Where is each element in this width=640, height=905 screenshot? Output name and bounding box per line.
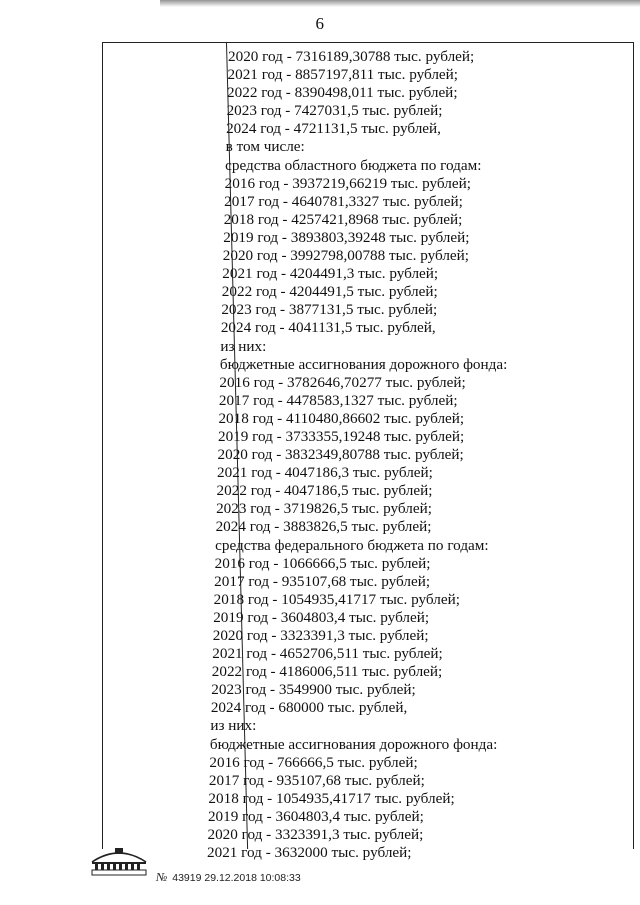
text-line-content: 2024 год - 4041131,5 тыс. рублей,: [220, 319, 436, 337]
text-line-content: 2018 год - 1054935,41717 тыс. рублей;: [208, 789, 455, 807]
text-line-content: 2021 год - 4652706,511 тыс. рублей;: [212, 645, 443, 663]
emblem-icon: [88, 846, 150, 876]
text-line-content: в том числе:: [225, 138, 305, 156]
text-line-content: 2016 год - 3937219,66219 тыс. рублей;: [224, 174, 471, 192]
text-line: [0, 301, 640, 319]
text-line: [0, 500, 640, 518]
text-line-content: 2023 год - 3549900 тыс. рублей;: [211, 681, 416, 699]
text-line: [0, 338, 640, 356]
text-line-content: из них:: [210, 717, 257, 735]
text-line-content: 2018 год - 1054935,41717 тыс. рублей;: [213, 590, 460, 608]
text-line: [0, 265, 640, 283]
text-line: [0, 428, 640, 446]
text-line-content: 2019 год - 3604803,4 тыс. рублей;: [213, 608, 430, 626]
text-line: [0, 66, 640, 84]
text-line: [0, 120, 640, 138]
text-line: [0, 247, 640, 265]
text-line-content: средства областного бюджета по годам:: [225, 156, 482, 174]
text-line: [0, 555, 640, 573]
text-line-content: из них:: [220, 337, 267, 355]
page-number: 6: [315, 14, 325, 33]
text-line: [0, 681, 640, 699]
text-line: [0, 464, 640, 482]
text-line: [0, 754, 640, 772]
text-line-content: 2022 год - 4204491,5 тыс. рублей;: [221, 283, 438, 301]
text-line: [0, 645, 640, 663]
text-line-content: 2017 год - 4640781,3327 тыс. рублей;: [224, 192, 463, 210]
text-line-content: 2020 год - 3832349,80788 тыс. рублей;: [217, 446, 464, 464]
scan-top-edge: [160, 0, 640, 7]
text-line: [0, 84, 640, 102]
text-line-content: 2024 год - 680000 тыс. рублей,: [210, 699, 408, 717]
text-line-content: 2016 год - 3782646,70277 тыс. рублей;: [219, 373, 466, 391]
text-line: [0, 410, 640, 428]
text-line-content: 2023 год - 3719826,5 тыс. рублей;: [216, 500, 432, 518]
funding-text-lines: [0, 48, 640, 862]
text-line: [0, 48, 640, 66]
text-line-content: 2017 год - 4478583,1327 тыс. рублей;: [218, 391, 458, 409]
text-line: [0, 193, 640, 211]
document-stamp: [156, 870, 301, 885]
text-line: [0, 736, 640, 754]
text-line: [0, 446, 640, 464]
stamp-text: 43919 29.12.2018 10:08:33: [172, 872, 301, 884]
text-line-content: 2022 год - 8390498,011 тыс. рублей;: [227, 84, 458, 102]
number-sign: №: [156, 870, 168, 884]
text-line-content: 2020 год - 7316189,30788 тыс. рублей;: [228, 48, 475, 65]
text-line: [0, 482, 640, 500]
text-line-content: 2016 год - 1066666,5 тыс. рублей;: [214, 554, 431, 572]
text-line-content: 2017 год - 935107,68 тыс. рублей;: [214, 572, 431, 590]
text-line: [0, 826, 640, 844]
text-line: [0, 663, 640, 681]
text-line-content: средства федерального бюджета по годам:: [215, 536, 489, 554]
text-line: [0, 138, 640, 156]
text-line-content: 2024 год - 3883826,5 тыс. рублей;: [215, 518, 432, 536]
text-line: [0, 175, 640, 193]
text-line: [0, 717, 640, 735]
text-line-content: 2020 год - 3992798,00788 тыс. рублей;: [222, 247, 470, 265]
text-line-content: 2023 год - 7427031,5 тыс. рублей;: [226, 102, 443, 120]
text-line-content: 2019 год - 3733355,19248 тыс. рублей;: [217, 427, 465, 445]
text-line: [0, 102, 640, 120]
text-line: [0, 573, 640, 591]
text-line-content: 2021 год - 4204491,3 тыс. рублей;: [222, 265, 439, 283]
text-line: [0, 790, 640, 808]
text-line-content: 2020 год - 3323391,3 тыс. рублей;: [207, 826, 424, 844]
text-line: [0, 319, 640, 337]
text-line: [0, 537, 640, 555]
text-line-content: 2023 год - 3877131,5 тыс. рублей;: [221, 301, 438, 319]
text-line-content: 2021 год - 8857197,811 тыс. рублей;: [227, 66, 459, 84]
text-line-content: 2022 год - 4186006,511 тыс. рублей;: [211, 663, 443, 681]
text-line-content: 2019 год - 3604803,4 тыс. рублей;: [207, 807, 424, 825]
text-line: [0, 283, 640, 301]
text-line: [0, 808, 640, 826]
text-line-content: 2016 год - 766666,5 тыс. рублей;: [209, 753, 418, 771]
text-line: [0, 211, 640, 229]
text-line: [0, 772, 640, 790]
text-line: [0, 627, 640, 645]
text-line-content: 2021 год - 3632000 тыс. рублей;: [207, 844, 412, 862]
text-line: [0, 157, 640, 175]
text-line-content: 2018 год - 4257421,8968 тыс. рублей;: [223, 210, 463, 228]
text-line: [0, 356, 640, 374]
text-line: [0, 374, 640, 392]
text-line-content: 2019 год - 3893803,39248 тыс. рублей;: [223, 228, 470, 246]
text-line-content: 2021 год - 4047186,3 тыс. рублей;: [217, 464, 433, 482]
text-line: [0, 518, 640, 536]
text-line: [0, 591, 640, 609]
text-line: [0, 699, 640, 717]
text-line-content: бюджетные ассигнования дорожного фонда:: [209, 735, 498, 753]
text-line: [0, 392, 640, 410]
text-line-content: бюджетные ассигнования дорожного фонда:: [219, 355, 508, 373]
text-line: [0, 229, 640, 247]
text-line-content: 2022 год - 4047186,5 тыс. рублей;: [216, 482, 433, 500]
text-line: [0, 609, 640, 627]
text-line-content: 2018 год - 4110480,86602 тыс. рублей;: [218, 409, 465, 427]
text-line-content: 2024 год - 4721131,5 тыс. рублей,: [226, 120, 441, 138]
text-line-content: 2020 год - 3323391,3 тыс. рублей;: [212, 627, 429, 644]
text-line-content: 2017 год - 935107,68 тыс. рублей;: [208, 771, 425, 789]
